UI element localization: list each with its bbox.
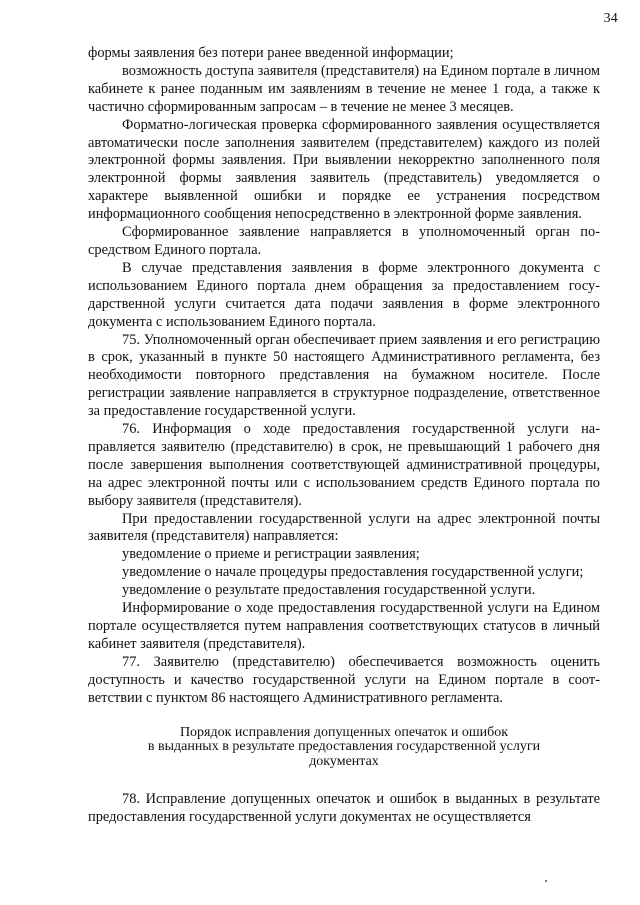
paragraph: возможность доступа заявителя (представителя) на Едином портале в личном кабинете к ранее поданным им заявлениям в течение не менее 1 года, а также к частично сформированным запросам – в течение не менее 3 месяцев.: [88, 62, 600, 115]
document-body: [88, 45, 600, 827]
list-item: уведомление о начале процедуры предоставления государственной услуги;: [122, 564, 584, 581]
list-item: уведомление о результате предоставления государственной услуги.: [122, 582, 536, 599]
scan-speck: [545, 880, 547, 882]
paragraph: Информирование о ходе предоставления государственной услуги на Едином портале осуществляется путем направления соответствующих статусов в личный кабинет заявителя (представителя).: [88, 600, 600, 652]
paragraph: Форматно-логическая проверка сформированного заявления осуществляется автоматически после заполнения заявителем (представителем) каждого из полей электронной формы заявления. При выявлении некорректно заполненного поля электронной формы заявления заявитель (представитель) уведомляется о характере выявленной ошибки и порядке ее устранения посредством информационного сообщения непосредственно в электронной форме заявления.: [88, 116, 600, 223]
section-heading-line: документах: [309, 753, 379, 769]
list-item: уведомление о приеме и регистрации заявления;: [122, 546, 420, 563]
section-heading-line: Порядок исправления допущенных опечаток и ошибок: [179, 724, 509, 740]
section-heading: [88, 726, 600, 770]
paragraph: Сформированное заявление направляется в уполномоченный орган посредством Единого портала.: [88, 224, 600, 258]
paragraph: В случае представления заявления в форме электронного документа с использованием Единого портала днем обращения за предоставлением государственной услуги считается дата подачи заявления в форме электронного документа с использованием Единого портала.: [88, 259, 600, 330]
paragraph-item-75: 75. Уполномоченный орган обеспечивает прием заявления и его регистрацию в срок, указанный в пункте 50 настоящего Административного регламента, без необходимости повторного представления на бумажном носителе. После регистрации заявление направляется в структурное подразделение, ответственное за предоставление государственной услуги.: [88, 331, 600, 420]
paragraph: формы заявления без потери ранее введенной информации;: [88, 45, 454, 61]
paragraph-item-78: 78. Исправление допущенных опечаток и ошибок в выданных в результате предоставления государственной услуги документах не осуществляется: [88, 791, 600, 825]
paragraph-item-76: 76. Информация о ходе предоставления государственной услуги направляется заявителю (представителю) в срок, не превышающий 1 рабочего дня после завершения выполнения соответствующей административной процедуры, на адрес электронной почты или с использованием средств Единого портала по выбору заявителя (представителя).: [88, 421, 600, 509]
section-heading-line: в выданных в результате предоставления государственной услуги: [147, 739, 541, 755]
paragraph-item-77: 77. Заявителю (представителю) обеспечивается возможность оценить доступность и качество государственной услуги на Едином портале в соответствии с пунктом 86 настоящего Административного регламента.: [88, 653, 600, 706]
paragraph: При предоставлении государственной услуги на адрес электронной почты заявителя (представителя) направляется:: [88, 510, 600, 545]
page-number: 34: [603, 11, 618, 26]
